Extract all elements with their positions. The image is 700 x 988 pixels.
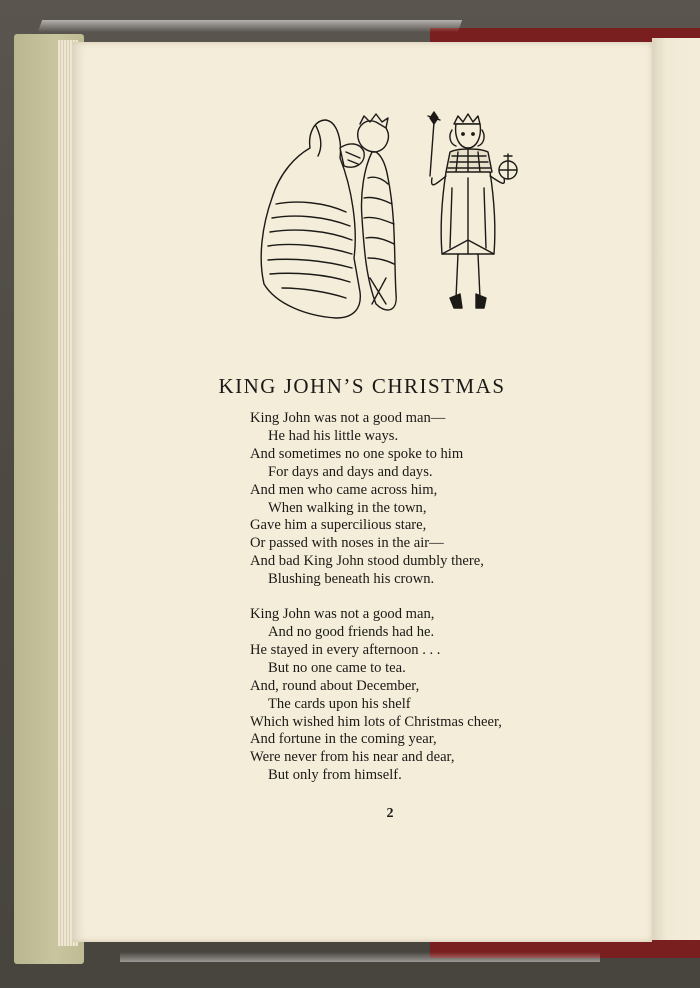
- poem-body: [250, 410, 502, 802]
- poem-line: Blushing beneath his crown.: [268, 571, 435, 588]
- poem-line: For days and days and days.: [268, 463, 433, 480]
- poem-line: King John was not a good man,: [250, 606, 435, 623]
- poem-line: Or passed with noses in the air—: [250, 535, 444, 552]
- page-number: 2: [386, 806, 394, 821]
- stanza-1: [250, 410, 502, 589]
- poem-line: And sometimes no one spoke to him: [250, 445, 464, 462]
- poem-line: King John was not a good man—: [250, 410, 446, 426]
- poem-line: The cards upon his shelf: [268, 695, 411, 712]
- poem-line: Gave him a supercilious stare,: [250, 517, 427, 534]
- poem-line: And men who came across him,: [250, 481, 438, 498]
- facing-page: [652, 38, 700, 940]
- poem-line: And fortune in the coming year,: [250, 731, 437, 748]
- sleeve-gloss: [120, 952, 600, 962]
- poem-line: When walking in the town,: [268, 499, 427, 516]
- poem-line: And bad King John stood dumbly there,: [250, 553, 484, 570]
- poem-line: But no one came to tea.: [268, 659, 406, 676]
- poem-line: He stayed in every afternoon . . .: [250, 641, 441, 658]
- poem-title: KING JOHN’S CHRISTMAS: [218, 374, 506, 398]
- poem-line: And no good friends had he.: [268, 623, 435, 640]
- poem-line: But only from himself.: [268, 767, 402, 784]
- stanza-2: [250, 606, 502, 785]
- sleeve-gloss: [38, 20, 462, 32]
- poem-line: He had his little ways.: [268, 427, 399, 444]
- poem-line: Were never from his near and dear,: [250, 749, 455, 766]
- poem-line: Which wished him lots of Christmas cheer,: [250, 713, 502, 730]
- poem-line: And, round about December,: [250, 677, 420, 694]
- king-john-illustration-icon: [236, 108, 536, 328]
